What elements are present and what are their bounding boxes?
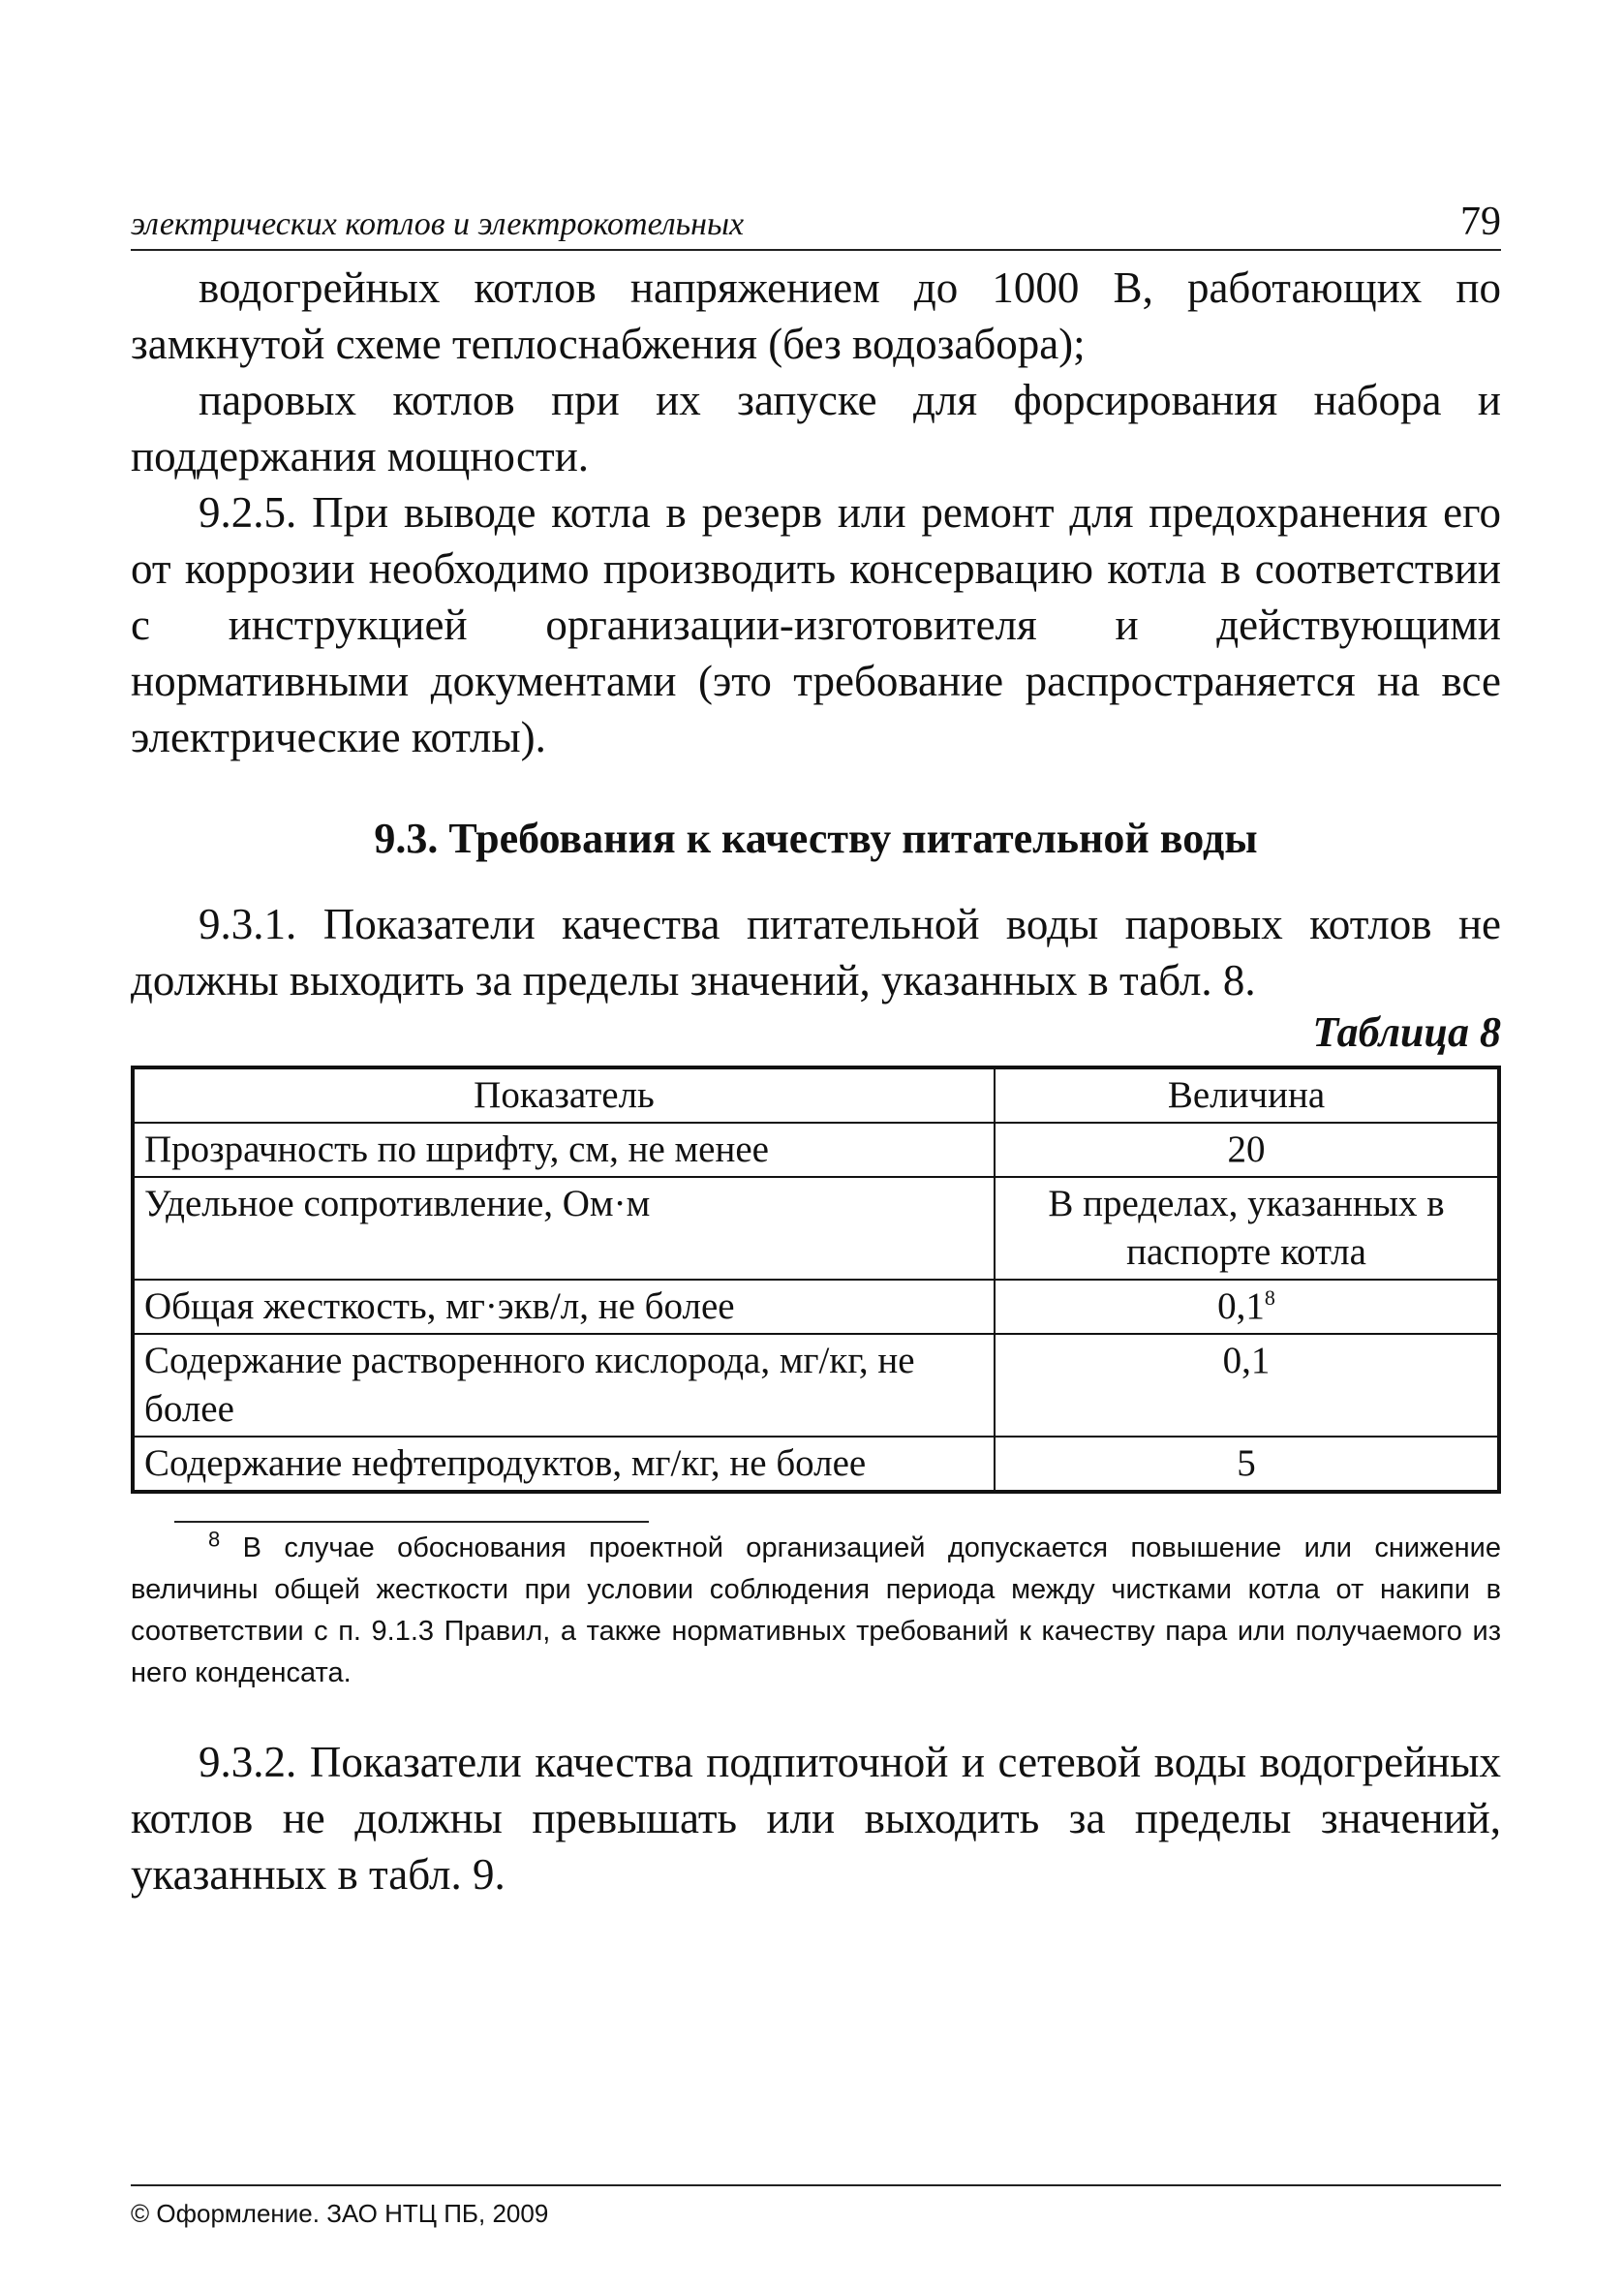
table-header-row bbox=[133, 1067, 1499, 1123]
running-title: электрических котлов и электрокотельных bbox=[131, 206, 745, 242]
footnote-ref: 8 bbox=[1264, 1285, 1275, 1310]
page-number: 79 bbox=[1460, 200, 1501, 244]
table-row bbox=[133, 1123, 1499, 1177]
paragraph: 9.2.5. При выводе котла в резерв или ремонт для предохранения его от коррозии необходимо производить консервацию котла в соответствии с инструкцией организации-изготовителя и действующими нормативными документами (это требование распространяется на все электрические котлы). bbox=[131, 488, 1501, 761]
paragraph: 9.3.1. Показатели качества питательной воды паровых котлов не должны выходить за пределы значений, указанных в табл. 8. bbox=[131, 900, 1501, 1005]
cell-value: 20 bbox=[995, 1123, 1499, 1177]
cell-value: 0,1 bbox=[995, 1334, 1499, 1437]
water-quality-table bbox=[131, 1066, 1501, 1494]
paragraph: паровых котлов при их запуске для форсирования набора и поддержания мощности. bbox=[131, 376, 1501, 480]
cell-value bbox=[995, 1280, 1499, 1334]
table-row bbox=[133, 1280, 1499, 1334]
footnote-mark: 8 bbox=[208, 1527, 221, 1552]
section-heading: 9.3. Требования к качеству питательной воды bbox=[374, 815, 1258, 862]
footer-separator bbox=[131, 2184, 1501, 2186]
body-text-931 bbox=[131, 896, 1501, 1008]
table-row bbox=[133, 1334, 1499, 1437]
cell-param: Удельное сопротивление, Ом·м bbox=[133, 1177, 995, 1280]
column-header-value: Величина bbox=[995, 1067, 1499, 1123]
body-text-932 bbox=[131, 1734, 1501, 1902]
column-header-param: Показатель bbox=[133, 1067, 995, 1123]
table-row bbox=[133, 1177, 1499, 1280]
paragraph: водогрейных котлов напряжением до 1000 В, работающих по замкнутой схеме теплоснабжения (без водозабора); bbox=[131, 263, 1501, 368]
body-text-top bbox=[131, 260, 1501, 765]
cell-param: Прозрачность по шрифту, см, не менее bbox=[133, 1123, 995, 1177]
running-header bbox=[131, 199, 1501, 251]
cell-value-text: 0,1 bbox=[1217, 1285, 1265, 1327]
cell-param: Содержание нефтепродуктов, мг/кг, не более bbox=[133, 1437, 995, 1492]
cell-value: 5 bbox=[995, 1437, 1499, 1492]
footnote-separator bbox=[174, 1521, 649, 1523]
table-caption: Таблица 8 bbox=[1312, 1008, 1501, 1056]
footnote-body: В случае обоснования проектной организацией допускается повышение или снижение величины общей жесткости при условии соблюдения периода между чистками котла от накипи в соответствии с п. 9.1.3 Правил, а также нормативных требований к качеству пара или получаемого из него конденсата. bbox=[131, 1532, 1501, 1688]
copyright: © Оформление. ЗАО НТЦ ПБ, 2009 bbox=[131, 2199, 549, 2228]
cell-param: Общая жесткость, мг·экв/л, не более bbox=[133, 1280, 995, 1334]
cell-param: Содержание растворенного кислорода, мг/кг, не более bbox=[133, 1334, 995, 1437]
footnote bbox=[131, 1528, 1501, 1694]
footnote-text bbox=[131, 1528, 1501, 1694]
table-row bbox=[133, 1437, 1499, 1492]
cell-value: В пределах, указанных в паспорте котла bbox=[995, 1177, 1499, 1280]
paragraph: 9.3.2. Показатели качества подпиточной и сетевой воды водогрейных котлов не должны превышать или выходить за пределы значений, указанных в табл. 9. bbox=[131, 1738, 1501, 1899]
